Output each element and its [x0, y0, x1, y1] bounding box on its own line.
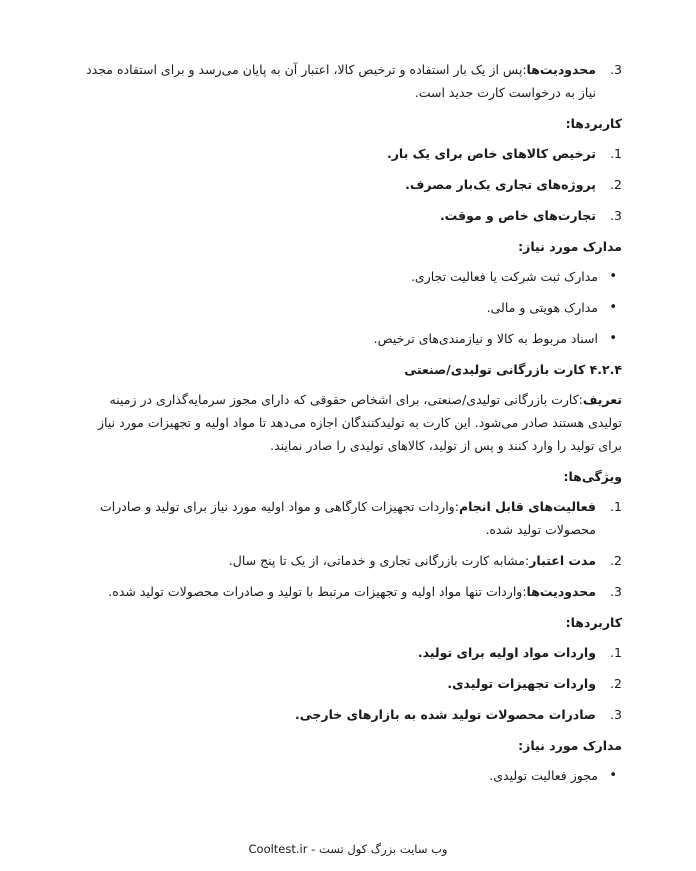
section-heading-424: ۴.۲.۴ کارت بازرگانی تولیدی/صنعتی [404, 362, 622, 377]
list-number: 1. [610, 499, 622, 514]
list-number: 3. [610, 707, 622, 722]
list-item [76, 703, 622, 726]
item-text: اسناد مربوط به کالا و نیازمندی‌های ترخیص. [373, 331, 598, 346]
list-item [76, 549, 622, 572]
features-list [76, 495, 622, 603]
list-item [76, 204, 622, 227]
docs-heading-424: مدارک مورد نیاز: [518, 738, 622, 753]
definition-label: تعریف [582, 392, 622, 407]
list-item [76, 495, 622, 541]
item-title: محدودیت‌ها [526, 584, 596, 599]
list-item [76, 641, 622, 664]
item-text: تجارت‌های خاص و موقت. [439, 208, 596, 223]
item-text: مدارک هویتی و مالی. [486, 300, 598, 315]
features-heading: ویژگی‌ها: [563, 469, 622, 484]
definition-text: :کارت بازرگانی تولیدی/صنعتی، برای اشخاص حقوقی که دارای مجوز سرمایه‌گذاری در زمینه تولیدی هستند صادر می‌شود. این کارت به تولیدکنندگان اجازه می‌دهد تا مواد اولیه و تجهیزات مورد نیاز برای تولید را وارد کنند و پس از تولید، کالاهای تولیدی را صادر نمایند. [98, 392, 622, 453]
item-text: :مشابه کارت بازرگانی تجاری و خدماتی، از یک تا پنج سال. [228, 553, 530, 568]
item-text: مدارک ثبت شرکت یا فعالیت تجاری. [410, 269, 598, 284]
list-number: 3. [610, 62, 622, 77]
item-text: پروژه‌های تجاری یک‌بار مصرف. [405, 177, 596, 192]
list-number: 1. [610, 645, 622, 660]
definition-paragraph [76, 388, 622, 457]
bullet-icon: • [609, 331, 617, 346]
item-title: محدودیت‌ها [526, 62, 596, 77]
item-text: :واردات تجهیزات کارگاهی و مواد اولیه مورد نیاز برای تولید و صادرات محصولات تولید شده. [99, 499, 596, 537]
item-text: واردات مواد اولیه برای تولید. [417, 645, 596, 660]
uses-heading-424: کاربردها: [565, 615, 622, 630]
footer-site-link[interactable]: Cooltest.ir [248, 842, 308, 856]
list-item [76, 296, 622, 319]
list-number: 3. [610, 208, 622, 223]
docs-heading: مدارک مورد نیاز: [518, 239, 622, 254]
footer-separator: - [307, 842, 319, 856]
item-text: واردات تجهیزات تولیدی. [447, 676, 596, 691]
page-footer [0, 842, 696, 856]
uses-list-424 [76, 641, 622, 726]
list-number: 3. [610, 584, 622, 599]
uses-list [76, 142, 622, 227]
item-title: فعالیت‌های قابل انجام [458, 499, 596, 514]
bullet-icon: • [609, 768, 617, 783]
list-number: 2. [610, 676, 622, 691]
docs-list-424 [76, 764, 622, 787]
item-text: مجوز فعالیت تولیدی. [489, 768, 598, 783]
page-content [76, 58, 622, 787]
bullet-icon: • [609, 300, 617, 315]
list-number: 2. [610, 553, 622, 568]
footer-text: وب سایت بزرگ کول تست [318, 842, 448, 856]
list-item [76, 327, 622, 350]
docs-list [76, 265, 622, 350]
item-title: مدت اعتبار [529, 553, 596, 568]
list-number: 1. [610, 146, 622, 161]
limitations-list [76, 58, 622, 104]
list-item [76, 580, 622, 603]
list-item [76, 173, 622, 196]
list-item [76, 265, 622, 288]
item-text: ترخیص کالاهای خاص برای یک بار. [386, 146, 596, 161]
item-text: :پس از یک بار استفاده و ترخیص کالا، اعتبار آن به پایان می‌رسد و برای استفاده مجدد نیاز به درخواست کارت جدید است. [86, 62, 596, 100]
item-text: :واردات تنها مواد اولیه و تجهیزات مرتبط با تولید و صادرات محصولات تولید شده. [108, 584, 527, 599]
list-item [76, 142, 622, 165]
list-item [76, 672, 622, 695]
list-item [76, 58, 622, 104]
bullet-icon: • [609, 269, 617, 284]
list-number: 2. [610, 177, 622, 192]
uses-heading: کاربردها: [565, 116, 622, 131]
item-text: صادرات محصولات تولید شده به بازارهای خارجی. [294, 707, 596, 722]
list-item [76, 764, 622, 787]
